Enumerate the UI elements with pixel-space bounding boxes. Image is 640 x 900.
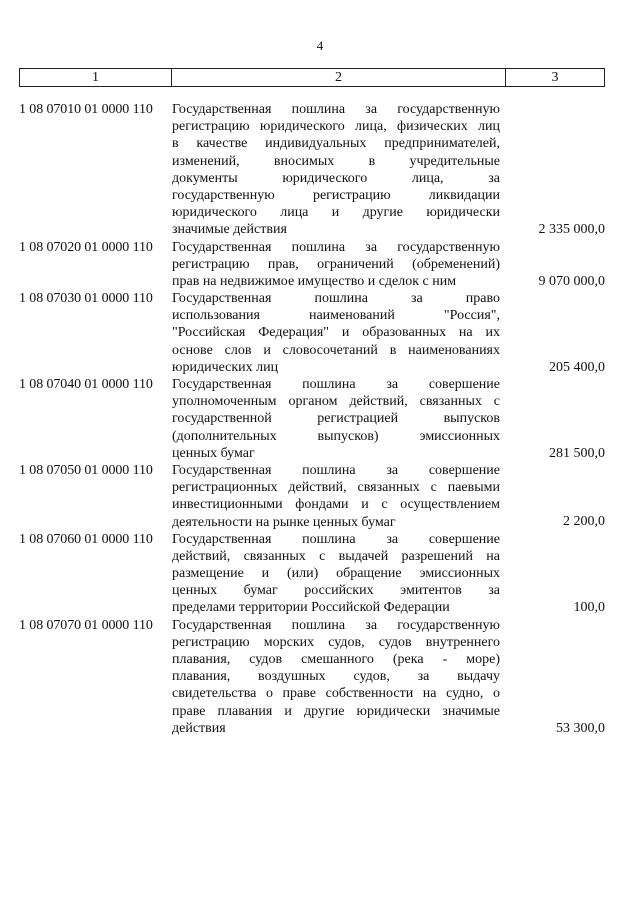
table-row bbox=[19, 239, 605, 291]
description-line: юридических лиц bbox=[172, 359, 279, 375]
amount-value: 2 200,0 bbox=[563, 514, 605, 530]
description-line: государственную регистрацию ликвидации bbox=[172, 187, 500, 203]
description-line: размещение и (или) обращение эмиссионных bbox=[172, 566, 500, 582]
revenue-description bbox=[172, 239, 500, 291]
revenue-description bbox=[172, 101, 500, 239]
table-header bbox=[19, 68, 605, 87]
description-line: Государственная пошлина за совершение bbox=[172, 377, 500, 392]
amount-cell bbox=[500, 617, 605, 737]
description-line: Государственная пошлина за право bbox=[172, 291, 500, 307]
description-line: ценных бумаг российских эмитентов за bbox=[172, 583, 500, 599]
amount-value: 205 400,0 bbox=[549, 359, 605, 375]
amount-cell bbox=[500, 531, 605, 617]
description-line: государственной регистрацией выпусков bbox=[172, 411, 500, 427]
revenue-description bbox=[172, 531, 500, 617]
budget-code: 1 08 07030 01 0000 110 bbox=[19, 291, 153, 307]
table-row bbox=[19, 290, 605, 376]
table-row bbox=[19, 617, 605, 737]
description-line: регистрацию морских судов, судов внутреннего bbox=[172, 634, 500, 650]
amount-value: 2 335 000,0 bbox=[538, 222, 605, 238]
description-line: регистрацию юридического лица, физических лиц bbox=[172, 119, 500, 135]
amount-cell bbox=[500, 239, 605, 291]
description-line: инвестиционными фондами и с осуществлением bbox=[172, 497, 500, 513]
amount-value: 53 300,0 bbox=[556, 720, 605, 736]
description-line: ценных бумаг bbox=[172, 445, 255, 461]
description-line: регистрацию прав, ограничений (обременений) bbox=[172, 256, 500, 272]
amount-value: 100,0 bbox=[573, 600, 605, 616]
budget-code: 1 08 07040 01 0000 110 bbox=[19, 377, 153, 392]
amount-value: 9 070 000,0 bbox=[538, 273, 605, 289]
description-line: свидетельства о праве собственности на судно, о bbox=[172, 686, 500, 702]
budget-table-body bbox=[19, 101, 605, 737]
budget-code: 1 08 07010 01 0000 110 bbox=[19, 102, 153, 117]
budget-code: 1 08 07060 01 0000 110 bbox=[19, 531, 153, 547]
description-line: значимые действия bbox=[172, 222, 287, 238]
budget-code: 1 08 07020 01 0000 110 bbox=[19, 239, 153, 255]
description-line: основе слов и словосочетаний в наименованиях bbox=[172, 342, 500, 358]
description-line: деятельности на рынке ценных бумаг bbox=[172, 514, 396, 530]
description-line: документы юридического лица, за bbox=[172, 170, 500, 186]
amount-cell bbox=[500, 376, 605, 462]
description-line: "Российская Федерация" и образованных на их bbox=[172, 325, 500, 341]
amount-cell bbox=[500, 290, 605, 376]
table-row bbox=[19, 531, 605, 617]
description-line: юридического лица и другие юридически bbox=[172, 205, 500, 221]
amount-value: 281 500,0 bbox=[549, 445, 605, 461]
header-col-2: 2 bbox=[172, 69, 506, 86]
description-line: пределами территории Российской Федерации bbox=[172, 600, 450, 616]
header-col-3: 3 bbox=[551, 70, 559, 85]
amount-cell bbox=[500, 101, 605, 239]
description-line: действий, связанных с выдачей разрешений на bbox=[172, 548, 500, 564]
description-line: изменений, вносимых в учредительные bbox=[172, 153, 500, 169]
description-line: Государственная пошлина за государственную bbox=[172, 617, 500, 633]
description-line: прав на недвижимое имущество и сделок с ним bbox=[172, 273, 457, 289]
description-line: плавания, судов смешанного (река - море) bbox=[172, 652, 500, 667]
page-number: 4 bbox=[316, 38, 324, 53]
revenue-description bbox=[172, 617, 500, 737]
description-line: Государственная пошлина за государственную bbox=[172, 102, 500, 117]
description-line: использования наименований "Россия", bbox=[172, 308, 500, 324]
description-line: Государственная пошлина за совершение bbox=[172, 531, 500, 547]
amount-cell bbox=[500, 462, 605, 531]
description-line: праве плавания и другие юридически значимые bbox=[172, 703, 500, 719]
description-line: Государственная пошлина за государственную bbox=[172, 239, 500, 255]
revenue-description bbox=[172, 290, 500, 376]
description-line: регистрационных действий, связанных с паевыми bbox=[172, 480, 500, 496]
description-line: (дополнительных выпусков) эмиссионных bbox=[172, 428, 500, 444]
description-line: плавания, воздушных судов, за выдачу bbox=[172, 669, 500, 685]
description-line: действия bbox=[172, 720, 226, 736]
description-line: в качестве индивидуальных предпринимателей, bbox=[172, 136, 500, 152]
header-col-1: 1 bbox=[20, 69, 172, 86]
table-row bbox=[19, 101, 605, 239]
revenue-description bbox=[172, 462, 500, 531]
budget-code: 1 08 07050 01 0000 110 bbox=[19, 462, 153, 478]
table-row bbox=[19, 462, 605, 531]
table-row bbox=[19, 376, 605, 462]
description-line: Государственная пошлина за совершение bbox=[172, 462, 500, 478]
description-line: уполномоченным органом действий, связанных с bbox=[172, 394, 500, 410]
revenue-description bbox=[172, 376, 500, 462]
budget-code: 1 08 07070 01 0000 110 bbox=[19, 617, 153, 633]
